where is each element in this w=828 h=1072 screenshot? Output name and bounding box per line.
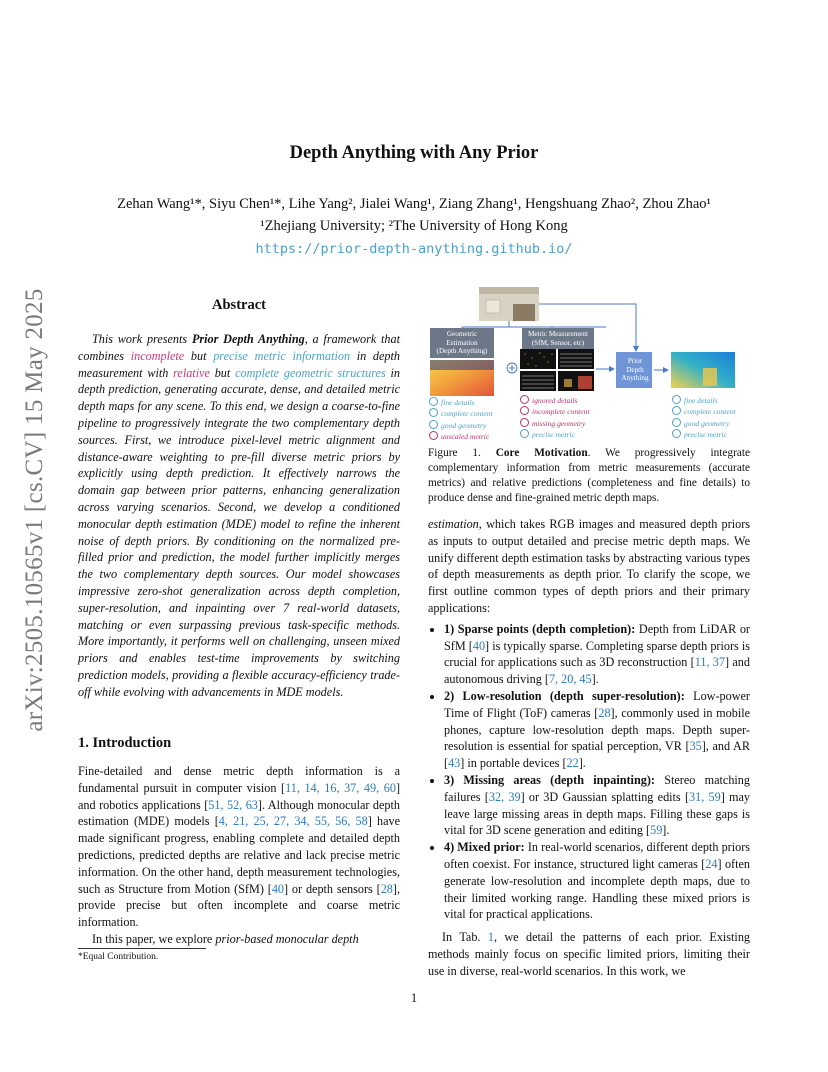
author-list: Zehan Wang¹*, Siyu Chen¹*, Lihe Yang², Jialei Wang¹, Ziang Zhang¹, Hengshuang Zhao², Zhou Zhao¹ — [117, 196, 711, 212]
citation-link[interactable]: 28 — [598, 705, 611, 720]
right-paragraph-1: estimation, which takes RGB images and measured depth priors as inputs to output detailed and precise metric depth maps. We unify different depth estimation tasks by abstracting various types of depth measurements as depth prior. To clarify the scope, we first outline common types of depth priors and their primary applications: — [428, 517, 750, 615]
legend-item: complete content — [672, 406, 736, 417]
citation-link[interactable]: 40 — [271, 881, 284, 896]
section-heading-introduction: 1. Introduction — [78, 735, 172, 751]
citation-link[interactable]: 51, 52, 63 — [208, 797, 258, 812]
frown-icon — [520, 395, 529, 404]
smile-icon — [672, 395, 681, 404]
table-reference-link[interactable]: 1 — [487, 930, 494, 945]
citation-link[interactable]: 22 — [566, 756, 579, 771]
legend-geometric-estimation — [429, 397, 493, 443]
highlight-complete-geometric: complete geometric structures — [235, 365, 386, 380]
frown-icon — [429, 431, 438, 440]
paper-title: Depth Anything with Any Prior — [289, 143, 539, 163]
legend-item: unscaled metric — [429, 431, 493, 442]
smile-icon — [429, 397, 438, 406]
citation-link[interactable]: 40 — [472, 638, 486, 653]
legend-item: good geometry — [672, 418, 736, 429]
frown-icon — [520, 406, 529, 415]
citation-link[interactable]: 43 — [448, 756, 461, 771]
smile-icon — [429, 408, 438, 417]
legend-item: fine details — [429, 397, 493, 408]
legend-item: complete content — [429, 408, 493, 419]
citation-link[interactable]: 11, 37 — [694, 655, 725, 670]
geometric-estimation-box: Geometric Estimation (Depth Anything) — [430, 328, 494, 358]
highlight-incomplete: incomplete — [130, 348, 185, 363]
highlight-precise-metric: precise metric information — [213, 348, 351, 363]
highlight-relative: relative — [173, 365, 210, 380]
author-block — [0, 193, 828, 237]
right-paragraph-2: In Tab. 1, we detail the patterns of each prior. Existing methods mainly focus on specific limited priors, limiting their use in diverse, real-world scenarios. In this work, we — [428, 930, 751, 978]
figure-1 — [428, 284, 750, 444]
introduction-body — [78, 763, 400, 948]
smile-icon — [429, 420, 438, 429]
citation-link[interactable]: 35 — [689, 739, 702, 754]
list-item: • 3) Missing areas (depth inpainting): Stereo matching failures [32, 39] or 3D Gaussian splatting edits [31, 59] may leave large missing areas in depth maps. Filling these gaps is vital for 3D scene generation and editing [59]. — [444, 772, 750, 839]
legend-item: good geometry — [429, 420, 493, 431]
list-item: • 1) Sparse points (depth completion): Depth from LiDAR or SfM [40] is typically sparse. Completing sparse depth priors is crucial for applications such as 3D reconstruction [11, 37] and autonomous driving [7, 20, 45]. — [444, 621, 750, 688]
legend-prior-depth-anything — [672, 395, 736, 441]
page-number: 1 — [410, 991, 418, 1005]
legend-item: precise metric — [520, 429, 590, 440]
legend-item: incomplete content — [520, 406, 590, 417]
list-item: • 2) Low-resolution (depth super-resolution): Low-power Time of Flight (ToF) cameras [28], commonly used in mobile phones, capture low-resolution depth maps. Depth super-resolution is essential for spatial perception, VR [35], and AR [43] in portable devices [22]. — [444, 688, 750, 772]
intro-paragraph-1: Fine-detailed and dense metric depth information is a fundamental pursuit in computer vision [11, 14, 16, 37, 49, 60] and robotics applications [51, 52, 63]. Although monocular depth estimation (MDE) models [4, 21, 25, 27, 34, 55, 56, 58] have made significant progress, enabling complete and detailed depth predictions, predicted depths are relative and lack precise metric information. On the other hand, depth measurement technologies, such as Structure from Motion (SfM) [40] or depth sensors [28], provide precise but often incomplete and coarse metric information. — [78, 764, 401, 930]
smile-icon — [672, 418, 681, 427]
smile-icon — [672, 429, 681, 438]
legend-item: ignored details — [520, 395, 590, 406]
list-item: • 4) Mixed prior: In real-world scenarios, different depth priors often coexist. For instance, structured light cameras [24] often generate low-resolution and incomplete depth maps, due to their limited working range. Handling these mixed priors is vital for practical applications. — [444, 839, 750, 923]
legend-metric-measurement — [520, 395, 590, 441]
affiliations: ¹Zhejiang University; ²The University of Hong Kong — [260, 218, 568, 234]
figure-1-caption: Figure 1. Core Motivation. We progressively integrate complementary information from metric measurements (accurate metrics) and relative predictions (completeness and fine details) to produce dense and fine-grained metric depth maps. — [428, 447, 751, 504]
legend-item: fine details — [672, 395, 736, 406]
citation-link[interactable]: 28 — [380, 881, 393, 896]
metric-measurement-box: Metric Measurement (SfM, Sensor, etc) — [522, 328, 594, 349]
footnote-rule — [78, 948, 206, 949]
model-name: Prior Depth Anything — [191, 332, 305, 346]
arxiv-sidebar-stamp — [10, 250, 60, 770]
abstract-body: This work presents Prior Depth Anything, a framework that combines incomplete but precise metric information in depth measurement with relative but complete geometric structures in depth prediction, generating accurate, dense, and detailed metric depth maps for any scene. To this end, we design a coarse-to-fine pipeline to progressively integrate the two complementary depth sources. First, we introduce pixel-level metric alignment and distance-aware weighting to pre-fill diverse metric priors by explicitly using depth prediction. It effectively narrows the domain gap between prior patterns, enhancing generalization across varying scenarios. Second, we develop a conditioned monocular depth estimation (MDE) model to refine the inherent noise of depth priors. By conditioning on the normalized pre-filled prior and prediction, the model further implicitly merges the two complementary depth sources. Our model showcases impressive zero-shot generalization across depth completion, super-resolution, and inpainting over 7 real-world datasets, matching or even surpassing previous task-specific methods. More importantly, it performs well on challenging, unseen mixed priors and enables test-time improvements by switching prediction models, providing a flexible accuracy-efficiency trade-off while evolving with advancements in MDE models. — [78, 332, 401, 699]
project-url-link[interactable]: https://prior-depth-anything.github.io/ — [255, 241, 573, 257]
prior-types-list — [428, 621, 750, 923]
citation-link[interactable]: 7, 20, 45 — [548, 672, 592, 687]
citation-link[interactable]: 31, 59 — [689, 789, 721, 804]
right-column-body — [428, 516, 750, 980]
citation-link[interactable]: 11, 14, 16, 37, 49, 60 — [285, 780, 396, 795]
smile-icon — [520, 429, 529, 438]
prior-depth-anything-label: Prior Depth Anything — [621, 357, 649, 382]
legend-item: missing geometry — [520, 418, 590, 429]
smile-icon — [672, 406, 681, 415]
sparse-prior-map-1 — [520, 349, 556, 369]
frown-icon — [520, 418, 529, 427]
citation-link[interactable]: 59 — [650, 823, 663, 838]
footnote-equal-contribution: *Equal Contribution. — [78, 952, 159, 962]
citation-link[interactable]: 32, 39 — [488, 789, 521, 804]
citation-link[interactable]: 4, 21, 25, 27, 34, 55, 56, 58 — [218, 814, 368, 829]
legend-item: precise metric — [672, 429, 736, 440]
intro-paragraph-2: In this paper, we explore prior-based monocular depth — [92, 931, 359, 946]
citation-link[interactable]: 24 — [705, 856, 718, 871]
abstract-heading: Abstract — [212, 297, 266, 313]
arxiv-id: arXiv:2505.10565v1 [cs.CV] 15 May 2025 — [21, 288, 48, 732]
